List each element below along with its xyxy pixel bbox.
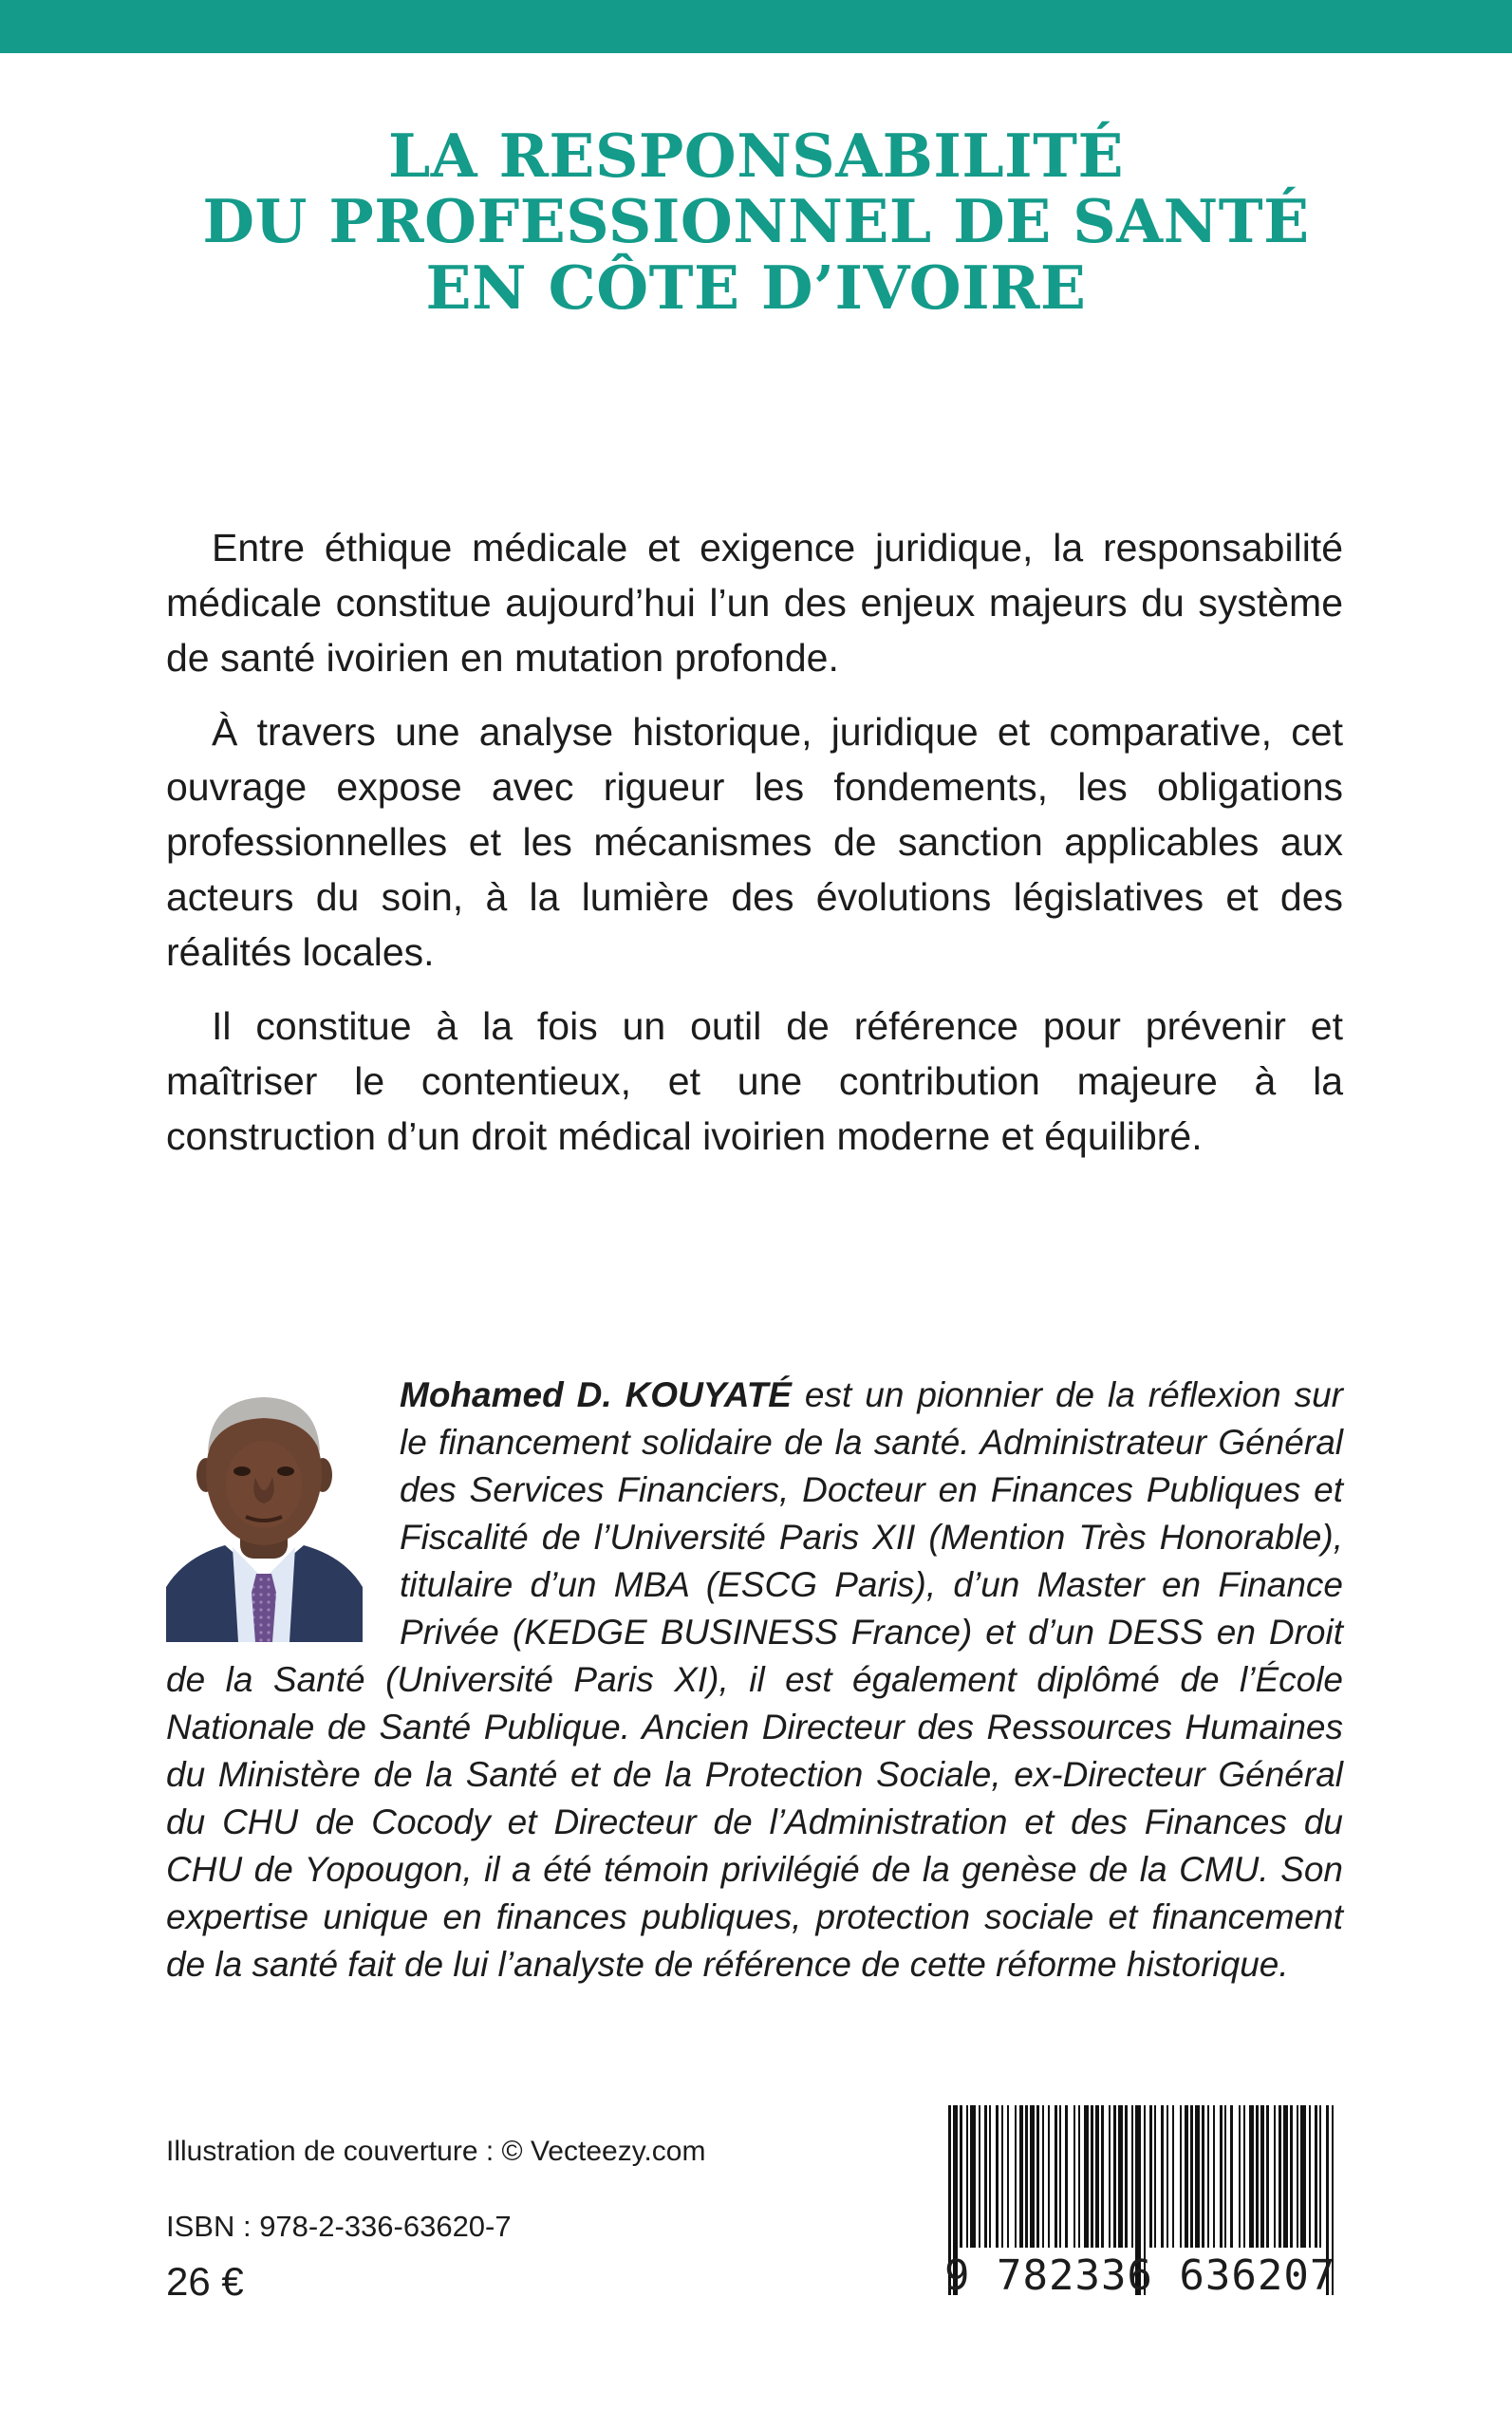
barcode-digits: 9 782336 636207 bbox=[944, 2251, 1336, 2300]
barcode-bar bbox=[1065, 2105, 1068, 2248]
top-color-band bbox=[0, 0, 1512, 53]
barcode-bar bbox=[1180, 2105, 1182, 2248]
barcode-bar bbox=[970, 2105, 976, 2248]
barcode-bar bbox=[1095, 2105, 1099, 2248]
title-line-1: LA RESPONSABILITÉ bbox=[387, 121, 1125, 191]
barcode-bar bbox=[996, 2105, 999, 2248]
barcode-bar bbox=[1283, 2105, 1288, 2248]
barcode-bar bbox=[1042, 2105, 1044, 2248]
barcode-bar bbox=[1084, 2105, 1089, 2248]
barcode-bar bbox=[1154, 2105, 1156, 2248]
barcode-bar bbox=[1309, 2105, 1311, 2248]
author-photo bbox=[166, 1378, 363, 1642]
barcode-bar bbox=[1224, 2105, 1226, 2248]
blurb-paragraph-3: Il constitue à la fois un outil de référence pour prévenir et maîtriser le contentieux, et une contribution majeure à la construction d’un droit médical ivoirien moderne et équilibré. bbox=[166, 1004, 1343, 1158]
barcode-bar bbox=[1167, 2105, 1168, 2248]
barcode-bar bbox=[1078, 2105, 1080, 2248]
barcode-bar bbox=[989, 2105, 991, 2248]
barcode-bar bbox=[1048, 2105, 1050, 2248]
barcode-bar bbox=[984, 2105, 987, 2248]
barcode-bar bbox=[1243, 2105, 1245, 2248]
cover-illustration-credit: Illustration de couverture : © Vecteezy.com bbox=[166, 2136, 706, 2167]
barcode-bar bbox=[1131, 2105, 1133, 2248]
barcode-bar bbox=[1059, 2105, 1061, 2248]
barcode-bar bbox=[1213, 2105, 1215, 2248]
author-bio-text: est un pionnier de la réflexion sur le financement solidaire de la santé. Administrateur Général des Services Financiers, Docteur en Finances Publiques et Fiscalité de l’Université Paris XII (Mention Très Honorable), titulaire d’un MBA (ESCG Paris), d’un Master en Finance Privée (KEDGE BUSINESS France) et d’un DESS en Droit de la Santé (Université Paris XI), il est également diplômé de l’École Nationale de Santé Publique. Ancien Directeur des Ressources Humaines du Ministère de la Santé et de la Protection Sociale, ex-Directeur Général du CHU de Cocody et Directeur de l’Administration et des Finances du CHU de Yopougon, il a été témoin privilégié de la genèse de la CMU. Son expertise unique en finances publiques, protection sociale et financement de la santé fait de lui l’analyste de référence de cette réforme historique. bbox=[166, 1375, 1343, 1984]
barcode-bar bbox=[1256, 2105, 1259, 2248]
barcode-bar bbox=[1297, 2105, 1298, 2248]
barcode-bar bbox=[1315, 2105, 1317, 2248]
barcode-bar bbox=[1190, 2105, 1193, 2248]
barcode-bar bbox=[1202, 2105, 1204, 2248]
barcode-bar bbox=[1015, 2105, 1017, 2248]
blurb-paragraph-1: Entre éthique médicale et exigence juridique, la responsabilité médicale constitue aujourd’hui l’un des enjeux majeurs du système de santé ivoirien en mutation profonde. bbox=[166, 526, 1343, 680]
barcode-bar bbox=[1161, 2105, 1164, 2248]
barcode-bar bbox=[966, 2105, 968, 2248]
author-name: Mohamed D. KOUYATÉ bbox=[400, 1375, 792, 1414]
barcode-bar bbox=[1109, 2105, 1111, 2248]
barcode-bar bbox=[1055, 2105, 1057, 2248]
barcode-bar bbox=[1073, 2105, 1075, 2248]
barcode-bar bbox=[1266, 2105, 1269, 2248]
barcode-bar bbox=[1001, 2105, 1003, 2248]
barcode-bar bbox=[1125, 2105, 1128, 2248]
barcode-bar bbox=[1172, 2105, 1174, 2248]
barcode-bar bbox=[1230, 2105, 1233, 2248]
barcode-bar bbox=[1279, 2105, 1281, 2248]
barcode-bar bbox=[1274, 2105, 1276, 2248]
blurb-paragraph-2: À travers une analyse historique, juridique et comparative, cet ouvrage expose avec rigueur les fondements, les obligations professionnelles et les mécanismes de sanction applicables aux acteurs du soin, à la lumière des évolutions législatives et des réalités locales. bbox=[166, 710, 1343, 974]
barcode-bar bbox=[1300, 2105, 1306, 2248]
barcode-bar bbox=[1319, 2105, 1321, 2248]
barcode-bar bbox=[1149, 2105, 1152, 2248]
price: 26 € bbox=[166, 2259, 244, 2304]
barcode-bar bbox=[1030, 2105, 1035, 2248]
barcode-bar bbox=[1091, 2105, 1093, 2248]
barcode-bar bbox=[1220, 2105, 1223, 2248]
barcode-bar bbox=[1249, 2105, 1254, 2248]
barcode-bar bbox=[1113, 2105, 1116, 2248]
barcode-bar bbox=[1195, 2105, 1200, 2248]
barcode-bar bbox=[1290, 2105, 1293, 2248]
barcode-bar bbox=[1007, 2105, 1009, 2248]
book-blurb bbox=[166, 520, 1343, 1183]
isbn: ISBN : 978-2-336-63620-7 bbox=[166, 2210, 512, 2243]
barcode-bar bbox=[1207, 2105, 1209, 2248]
barcode-bar bbox=[979, 2105, 980, 2248]
barcode-bar bbox=[1025, 2105, 1028, 2248]
barcode-bar bbox=[1118, 2105, 1123, 2248]
book-title bbox=[95, 123, 1417, 321]
barcode-bar bbox=[1260, 2105, 1264, 2248]
barcode-bar bbox=[960, 2105, 962, 2248]
barcode-bar bbox=[1239, 2105, 1241, 2248]
barcode-bar bbox=[1101, 2105, 1104, 2248]
barcode-bar bbox=[1019, 2105, 1023, 2248]
barcode-bar bbox=[1036, 2105, 1039, 2248]
barcode-bar bbox=[1185, 2105, 1188, 2248]
title-line-2: DU PROFESSIONNEL DE SANTÉ bbox=[202, 186, 1310, 257]
title-line-3: EN CÔTE D’IVOIRE bbox=[425, 252, 1087, 323]
